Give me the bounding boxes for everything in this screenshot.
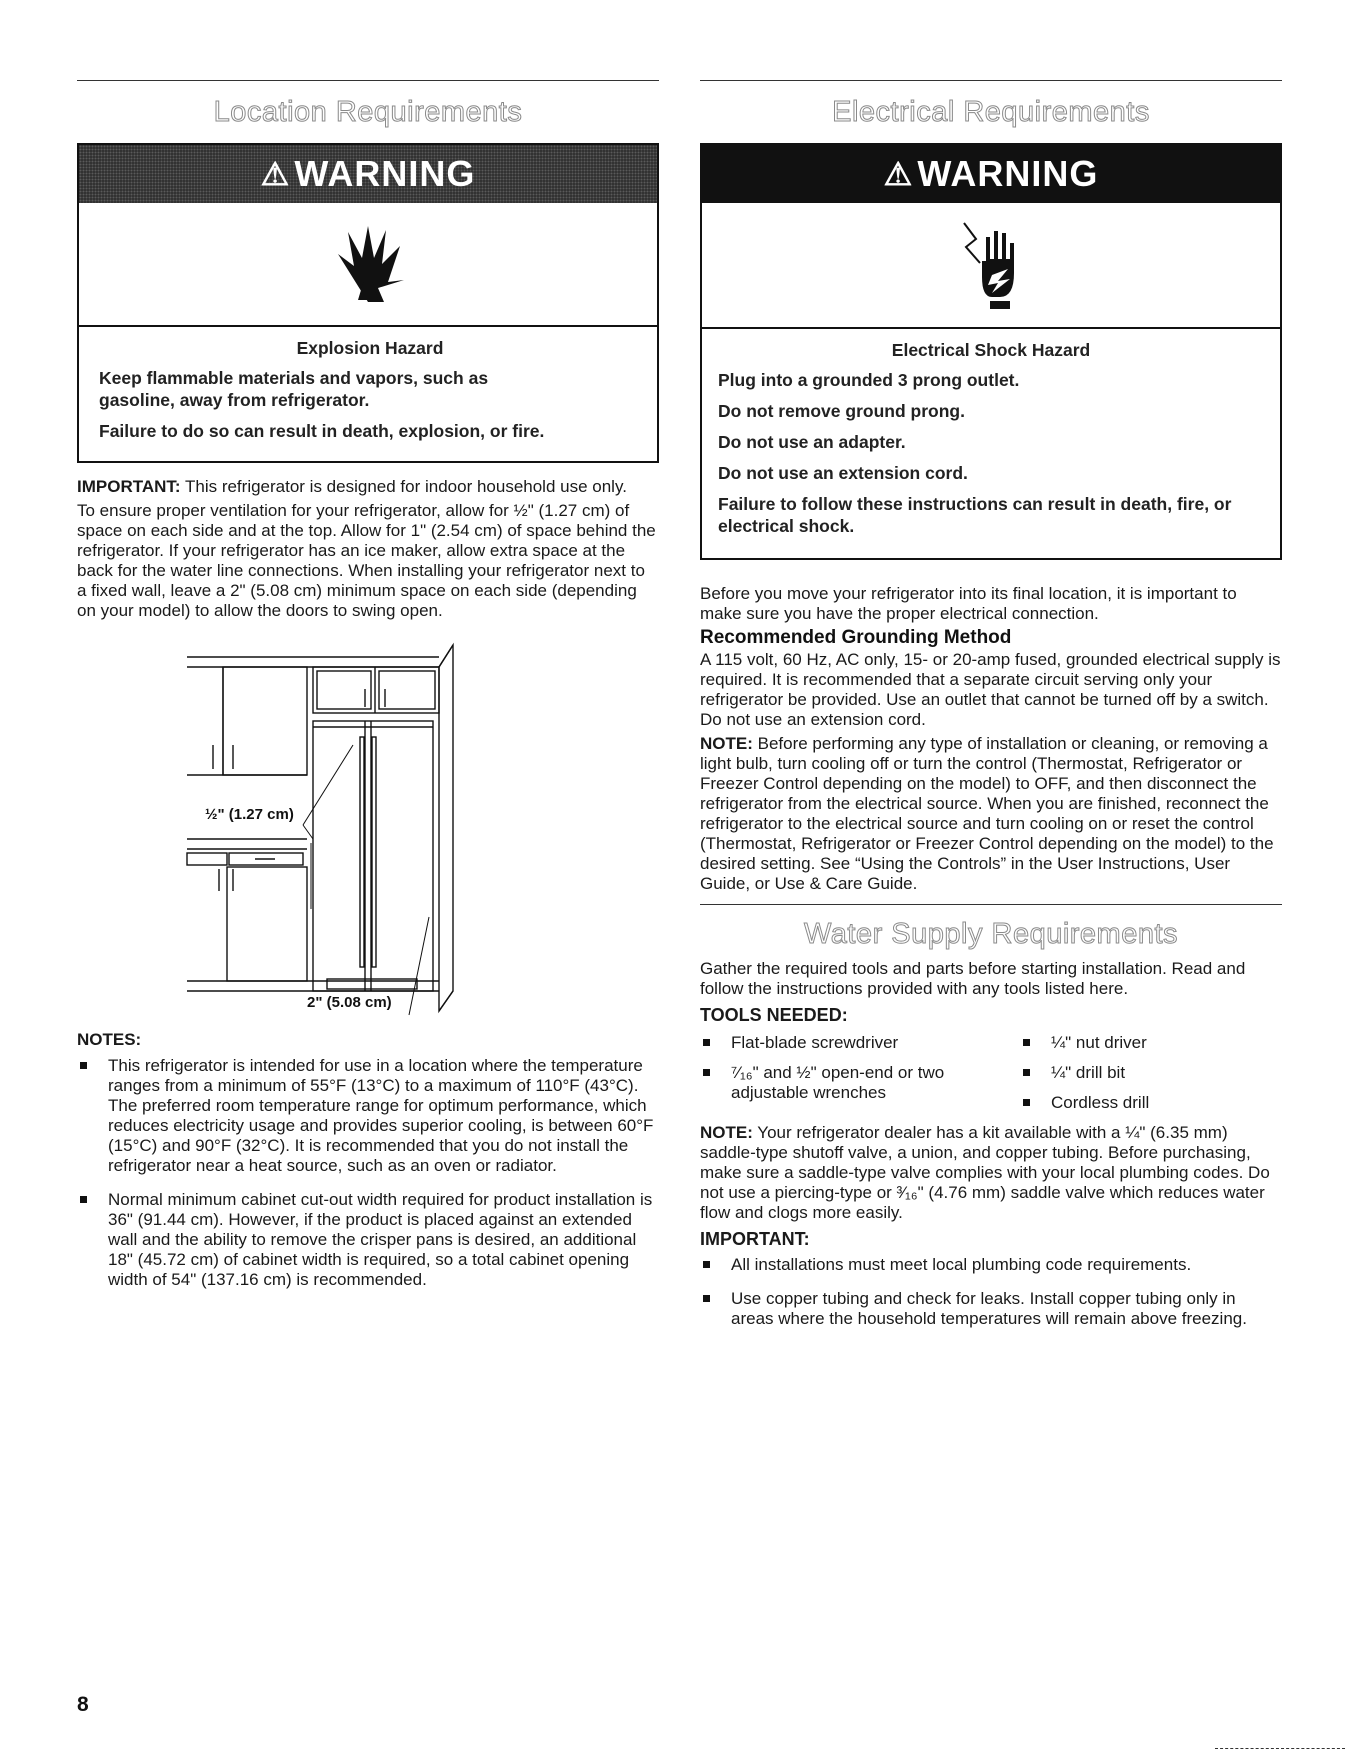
notes-list — [77, 1056, 659, 1290]
top-rule — [77, 80, 659, 81]
note2-paragraph — [700, 1123, 1282, 1223]
section-title-electrical: Electrical Requirements — [832, 96, 1150, 128]
electrical-shock-icon — [956, 217, 1026, 313]
electrical-line-3: Do not use an adapter. — [718, 432, 906, 452]
section-title-location: Location Requirements — [213, 96, 523, 128]
tools-list-right — [1020, 1033, 1260, 1123]
note2-label: NOTE: — [700, 1123, 753, 1142]
note2-text: Your refrigerator dealer has a kit available with a ¼" (6.35 mm) saddle-type shutoff valve, a union, and copper tubing. Before purchasing, make sure a saddle-type valve complies with your local plumbing codes. Do not use a piercing-type or ³⁄₁₆" (4.76 mm) saddle valve which reduces water flow and clogs more easily. — [700, 1123, 1270, 1222]
important-heading: IMPORTANT: — [700, 1229, 810, 1249]
explosion-warning-box — [77, 143, 659, 463]
explosion-icon — [328, 224, 408, 304]
right-column — [700, 80, 1282, 1343]
location-text — [77, 477, 659, 621]
warning-line-2: Failure to do so can result in death, explosion, or fire. — [99, 421, 545, 441]
note-paragraph — [700, 734, 1282, 894]
note-text: Before performing any type of installation or cleaning, or removing a light bulb, turn cooling off or turn the control (Thermostat, Refrigerator or Freezer Control depending on the model) to OFF, and then disconnect the refrigerator from the electrical source. When you are finished, reconnect the refrigerator to the electrical source and turn cooling on or reset the control (Thermostat, Refrigerator or Freezer Control depending on the model) to the desired setting. See “Using the Controls” in the User Instructions, User Guide, or Use & Care Guide. — [700, 734, 1274, 893]
clearance-diagram — [177, 639, 659, 1024]
tools-list-left — [700, 1033, 1020, 1123]
notes-heading: NOTES: — [77, 1030, 142, 1049]
electrical-line-5: Failure to follow these instructions can result in death, fire, or electrical shock. — [718, 494, 1232, 536]
footer-dash — [1215, 1748, 1345, 1749]
water-text — [700, 959, 1282, 1329]
mid-rule — [700, 904, 1282, 905]
clearance-label-half: ½" (1.27 cm) — [205, 806, 294, 823]
before-move-paragraph: Before you move your refrigerator into its final location, it is important to make sure you have the proper electrical connection. — [700, 584, 1237, 623]
electrical-text — [700, 584, 1282, 894]
electrical-line-2: Do not remove ground prong. — [718, 401, 965, 421]
electrical-line-4: Do not use an extension cord. — [718, 463, 968, 483]
warning-body-electrical — [702, 329, 1280, 558]
clearance-label-two: 2" (5.08 cm) — [307, 994, 392, 1011]
tool-item: ¼" nut driver — [1020, 1033, 1260, 1053]
electrical-warning-box — [700, 143, 1282, 560]
shock-icon-area — [702, 203, 1280, 329]
refrigerator-cabinet-diagram — [177, 639, 517, 1019]
important-item-2: Use copper tubing and check for leaks. Install copper tubing only in areas where the household temperatures will remain above freezing. — [700, 1289, 1282, 1329]
grounding-heading: Recommended Grounding Method — [700, 627, 1012, 648]
note-item-2: Normal minimum cabinet cut-out width required for product installation is 36" (91.44 cm). However, if the product is placed against an extended wall and the ability to remove the crisper pans is desired, an additional 18" (45.72 cm) of cabinet width is required, so a total cabinet opening width of 54" (137.16 cm) is recommended. — [77, 1190, 659, 1290]
warning-header — [79, 145, 657, 203]
tool-item: ¼" drill bit — [1020, 1063, 1260, 1083]
top-rule-right — [700, 80, 1282, 81]
notes-section — [77, 1030, 659, 1290]
warning-triangle-icon: ⚠ — [260, 156, 291, 192]
warning-body — [79, 327, 657, 461]
note-item-1: This refrigerator is intended for use in a location where the temperature ranges from a minimum of 55°F (13°C) to a maximum of 110°F (43°C). The preferred room temperature range for optimum performance, which reduces electricity usage and provides superior cooling, is between 60°F (15°C) and 90°F (32°C). It is recommended that you do not install the refrigerator near a heat source, such as an oven or radiator. — [77, 1056, 659, 1176]
important-item-1: All installations must meet local plumbing code requirements. — [700, 1255, 1282, 1275]
explosion-icon-area — [79, 203, 657, 327]
warning-label: WARNING — [294, 153, 476, 194]
ventilation-paragraph: To ensure proper ventilation for your refrigerator, allow for ½" (1.27 cm) of space on each side and at the top. Allow for 1" (2.54 cm) of space behind the refrigerator. If your refrigerator has an ice maker, allow extra space at the back for the water line connections. When installing your refrigerator next to a fixed wall, leave a 2" (5.08 cm) minimum space on each side (depending on your model) to allow the doors to swing open. — [77, 501, 656, 620]
note-label: NOTE: — [700, 734, 753, 753]
grounding-paragraph: A 115 volt, 60 Hz, AC only, 15- or 20-amp fused, grounded electrical supply is required. It is recommended that a separate circuit serving only your refrigerator be provided. Use an outlet that cannot be turned off by a switch. Do not use an extension cord. — [700, 650, 1281, 729]
section-title-water: Water Supply Requirements — [803, 918, 1179, 950]
warning-triangle-icon: ⚠ — [883, 156, 914, 192]
electrical-line-1: Plug into a grounded 3 prong outlet. — [718, 370, 1020, 390]
tool-item: Flat-blade screwdriver — [700, 1033, 1020, 1053]
warning-header-electrical — [702, 145, 1280, 203]
important-list — [700, 1255, 1282, 1329]
tools-list — [700, 1033, 1282, 1123]
warning-label-electrical: WARNING — [917, 153, 1099, 194]
gather-paragraph: Gather the required tools and parts before starting installation. Read and follow the instructions provided with any tools listed here. — [700, 959, 1246, 998]
important-paragraph — [77, 477, 659, 497]
tools-heading: TOOLS NEEDED: — [700, 1005, 848, 1025]
important-text: This refrigerator is designed for indoor household use only. — [180, 477, 627, 496]
tool-item: ⁷⁄₁₆" and ½" open-end or two adjustable wrenches — [700, 1063, 981, 1103]
hazard-title: Explosion Hazard — [296, 338, 444, 358]
left-column — [77, 80, 659, 1304]
tool-item: Cordless drill — [1020, 1093, 1260, 1113]
warning-line-1: Keep flammable materials and vapors, such as gasoline, away from refrigerator. — [99, 368, 489, 410]
hazard-title-electrical: Electrical Shock Hazard — [891, 340, 1091, 360]
page-number: 8 — [77, 1693, 89, 1716]
important-label: IMPORTANT: — [77, 477, 181, 496]
